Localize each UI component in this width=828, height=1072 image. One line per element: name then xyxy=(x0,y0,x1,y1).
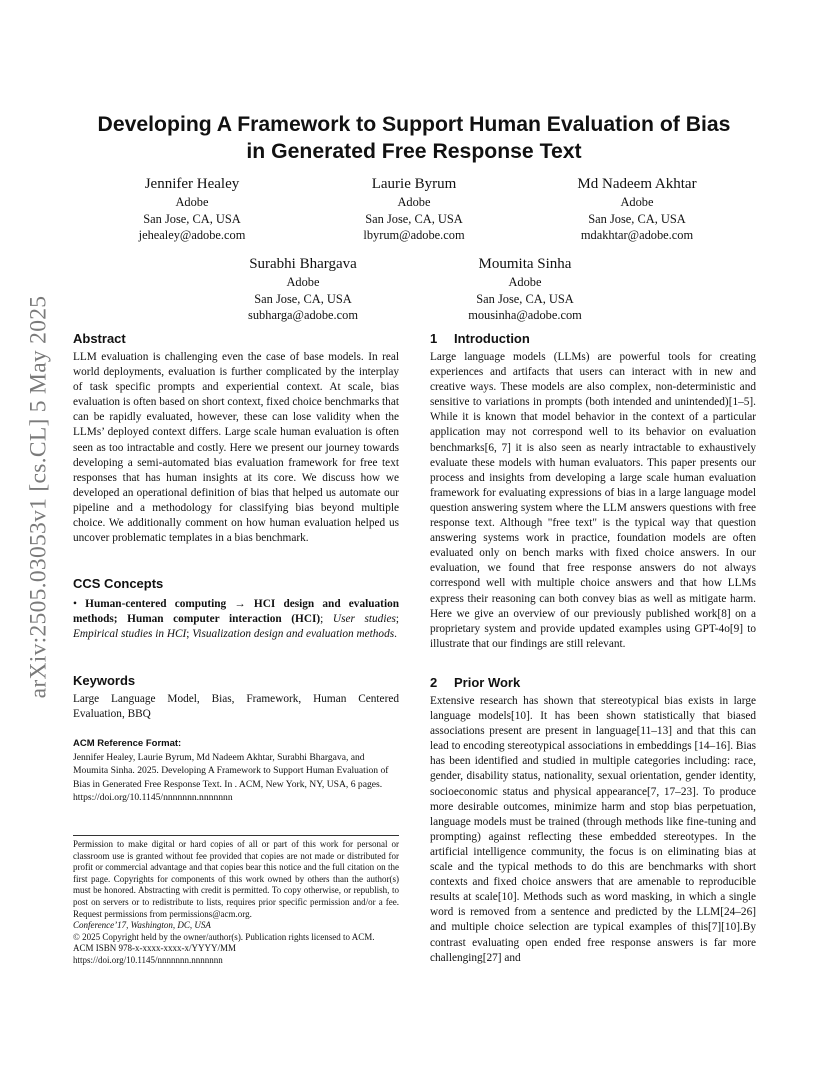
section-number: 1 xyxy=(430,331,438,346)
arxiv-identifier: arXiv:2505.03053v1 [cs.CL] 5 May 2025 xyxy=(25,295,52,699)
paper-title xyxy=(60,111,768,165)
author-name: Md Nadeem Akhtar xyxy=(577,176,697,192)
abstract-paragraph: LLM evaluation is challenging even the case of base models. In real world deployments, evaluation is further complicated by the interplay of task specific prompts and experiential context. At scale, bias evaluation is often based on short context, fixed choice benchmarks that can be rapidly evaluated, however, these can lose validity when the LLMs’ deployed context differs. Large scale human evaluation is often seen as too intractable and costly. Here we present our journey towards developing a semi-automated bias evaluation framework for free text responses that has human insights at its core. We discuss how we developed an operational definition of bias that helped us automate our pipeline and a methodology for classifying bias beyond multiple choice. We additionally comment on how human evaluation helped us uncover problematic templates in a bias benchmark. xyxy=(73,351,399,545)
prior-work-paragraph: Extensive research has shown that stereotypical bias exists in large language models[10]. It has been shown statistically that biased associations present are present in language[11–13] and that this can lead to encoding stereotypical associations in embeddings [14–16]. Bias has been identified and studied in multiple categories including: race, gender, disability status, nationality, sexual orientation, gender identity, socioeconomic status and physical appearance[7, 17–23]. To produce more desirable outcomes, minimize harm and stop bias perpetuation, language models must be trained (through methods like fine-tuning and prompting) against reflecting these embedded stereotypes. In the artificial intelligence community, the focus is on eliminating bias at scale and the typical methods to do this are benchmarks with short contexts and fixed choice answers that are amenable to reproducible results at scale[10]. Methods such as word masking, in which a single word is removed from a sentence and predicted by the LLM[24–26] and multiple choice selection are typical examples of this[7][10].By contrast evaluating open ended free response answers is far more challenging[27] and xyxy=(430,695,756,964)
author-location: San Jose, CA, USA xyxy=(143,211,241,226)
author-name: Laurie Byrum xyxy=(371,176,457,192)
author-name: Surabhi Bhargava xyxy=(249,256,357,272)
author-affiliation: Adobe xyxy=(508,275,542,289)
author-affiliation: Adobe xyxy=(286,275,320,289)
ccs-heading: CCS Concepts xyxy=(73,576,164,591)
author-location: San Jose, CA, USA xyxy=(365,211,463,226)
author-block xyxy=(527,175,747,244)
author-block xyxy=(193,255,413,324)
keywords-heading: Keywords xyxy=(73,673,136,688)
permission-text: Permission to make digital or hard copies of all or part of this work for personal or classroom use is granted without fee provided that copies are not made or distributed for profit or commercial advantage and that copies bear this notice and the full citation on the first page. Copyrights for components of this work owned by others than the author(s) must be honored. Abstracting with credit is permitted. To copy otherwise, or republish, to post on servers or to redistribute to lists, requires prior specific permission and/or a fee. Request permissions from permissions@acm.org. xyxy=(73,839,399,919)
title-line-2: in Generated Free Response Text xyxy=(246,140,582,163)
footnote-rule xyxy=(73,835,399,836)
keywords-text: Large Language Model, Bias, Framework, Human Centered Evaluation, BBQ xyxy=(73,693,399,721)
intro-paragraph: Large language models (LLMs) are powerful tools for creating experiences and artifacts that users can interact with in new and creative ways. These models are also complex, non-deterministic and sensitive to variations in prompts (both intended and unintended)[1–5]. While it is known that model behavior in the context of a particular application may not correspond well to its behavior on evaluation benchmarks[6, 7] it is also seen as nearly intractable to exhaustively evaluate these models with human evaluators. This paper presents our process and insights from developing a large scale human evaluation framework for evaluating expressions of bias in a large language model question answering system where the LLM answers questions with free response text. Although "free text" is the typical way that question answering systems work in practice, foundation models are often evaluated only on bench marks with fixed choice answers. In our evaluation, we found that free response answers do not always correspond well with multiple choice answers and that how LLMs express their reasoning can both convey bias as well as mitigate harm. Here we give an overview of our previously published work[8] on a proprietary system and provide updated examples using GPT-4o[9] to illustrate that our findings are still relevant. xyxy=(430,351,756,650)
acm-reference-heading: ACM Reference Format: xyxy=(73,738,182,749)
acm-reference xyxy=(73,737,399,805)
author-email: subharga@adobe.com xyxy=(248,308,358,322)
author-location: San Jose, CA, USA xyxy=(476,291,574,306)
section-title: Introduction xyxy=(454,331,530,346)
doi-line: https://doi.org/10.1145/nnnnnnn.nnnnnnn xyxy=(73,954,223,965)
author-block xyxy=(82,175,302,244)
copyright-line: © 2025 Copyright held by the owner/author(s). Publication rights licensed to ACM. xyxy=(73,931,375,942)
permission-block xyxy=(73,839,399,967)
title-line-1: Developing A Framework to Support Human Evaluation of Bias xyxy=(97,113,731,136)
intro-heading xyxy=(430,331,530,347)
section-number: 2 xyxy=(430,675,438,690)
section-title: Prior Work xyxy=(454,675,521,690)
keywords xyxy=(73,692,399,722)
author-affiliation: Adobe xyxy=(620,195,654,209)
author-email: lbyrum@adobe.com xyxy=(363,228,465,242)
isbn-line: ACM ISBN 978-x-xxxx-xxxx-x/YYYY/MM xyxy=(73,943,237,954)
author-block xyxy=(415,255,635,324)
author-location: San Jose, CA, USA xyxy=(254,291,352,306)
conference-name: Conference’17, Washington, DC, USA xyxy=(73,920,211,931)
author-email: mousinha@adobe.com xyxy=(468,308,582,322)
author-affiliation: Adobe xyxy=(175,195,209,209)
ccs-concepts xyxy=(73,597,399,642)
author-name: Moumita Sinha xyxy=(478,256,572,272)
abstract-heading: Abstract xyxy=(73,331,126,346)
author-location: San Jose, CA, USA xyxy=(588,211,686,226)
author-affiliation: Adobe xyxy=(397,195,431,209)
acm-reference-text: Jennifer Healey, Laurie Byrum, Md Nadeem Akhtar, Surabhi Bhargava, and Moumita Sinha. 2025. Developing A Framework to Support Human Evaluation of Bias in Generated Free Response Text. In . ACM, New York, NY, USA, 6 pages. https://doi.org/10.1145/nnnnnnn.nnnnnnn xyxy=(73,751,389,803)
ccs-paragraph: • Human-centered computing → HCI design and evaluation methods; Human computer interaction (HCI); User studies; Empirical studies in HCI; Visualization design and evaluation methods. xyxy=(73,598,400,641)
author-name: Jennifer Healey xyxy=(144,176,240,192)
author-block xyxy=(304,175,524,244)
author-email: mdakhtar@adobe.com xyxy=(580,228,694,242)
prior-work-heading xyxy=(430,675,520,691)
intro-text xyxy=(430,350,756,652)
abstract-text xyxy=(73,350,399,546)
author-email: jehealey@adobe.com xyxy=(138,228,246,242)
prior-work-text xyxy=(430,694,756,966)
